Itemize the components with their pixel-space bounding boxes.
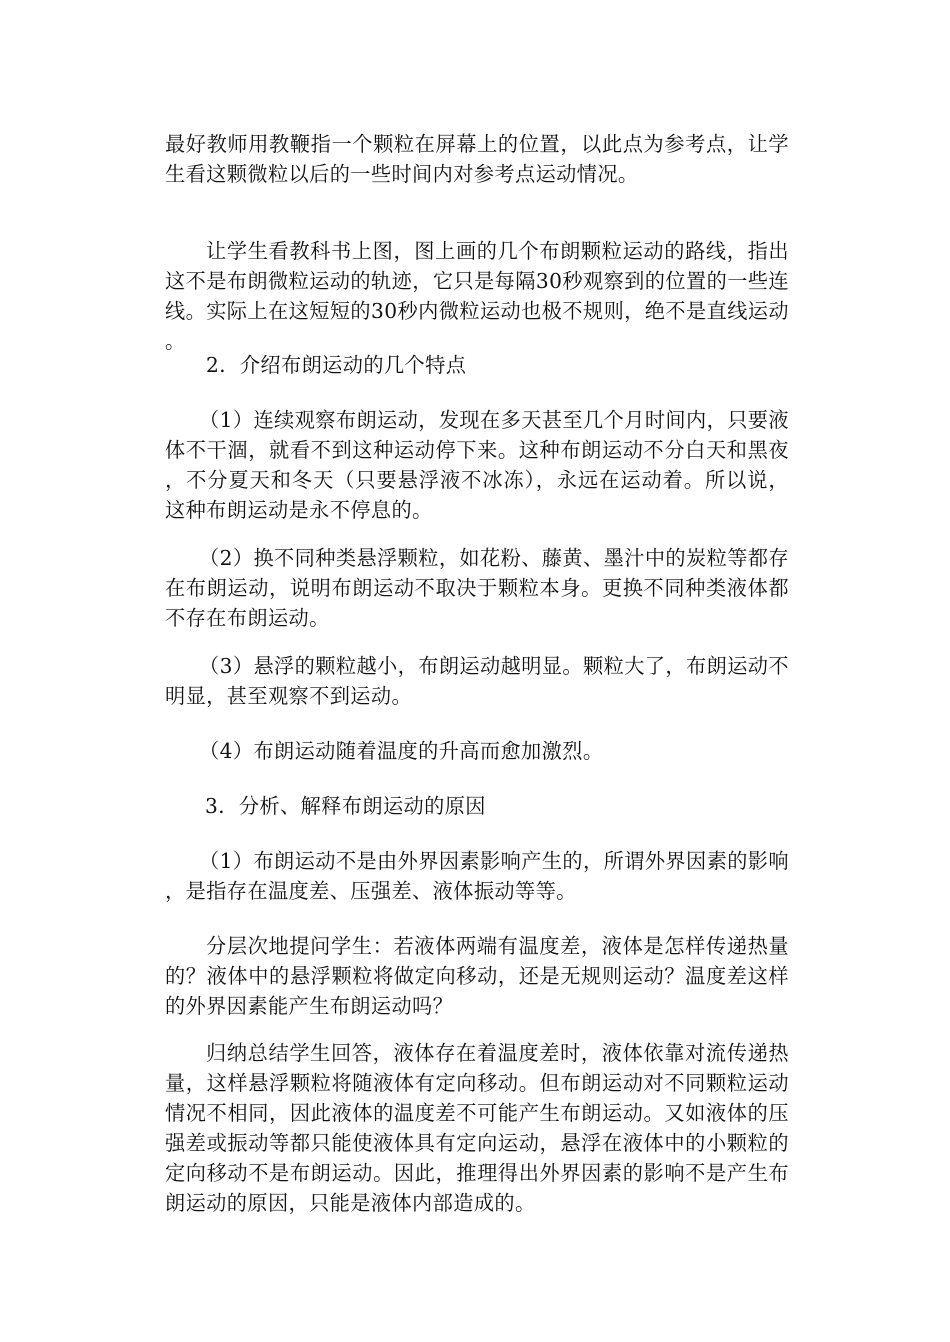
paragraph-cause-1: （1）布朗运动不是由外界因素影响产生的，所谓外界因素的影响，是指存在温度差、压强差、液体振动等等。 — [165, 849, 789, 903]
paragraph-feature-2: （2）换不同种类悬浮颗粒，如花粉、藤黄、墨汁中的炭粒等都存在布朗运动，说明布朗运动不取决于颗粒本身。更换不同种类液体都不存在布朗运动。 — [165, 546, 789, 630]
paragraph-reference-point: 最好教师用教鞭指一个颗粒在屏幕上的位置，以此点为参考点，让学生看这颗微粒以后的一些时间内对参考点运动情况。 — [165, 132, 789, 186]
paragraph-textbook-figure: 让学生看教科书上图，图上画的几个布朗颗粒运动的路线，指出这不是布朗微粒运动的轨迹，它只是每隔30秒观察到的位置的一些连线。实际上在这短短的30秒内微粒运动也极不规则，绝不是直线运动。 — [165, 239, 789, 353]
paragraph-questions: 分层次地提问学生：若液体两端有温度差，液体是怎样传递热量的？液体中的悬浮颗粒将做定向移动，还是无规则运动？温度差这样的外界因素能产生布朗运动吗？ — [165, 934, 789, 1018]
section-heading-features: 2．介绍布朗运动的几个特点 — [206, 353, 467, 377]
paragraph-feature-3: （3）悬浮的颗粒越小，布朗运动越明显。颗粒大了，布朗运动不明显，甚至观察不到运动。 — [165, 654, 789, 708]
paragraph-summary: 归纳总结学生回答，液体存在着温度差时，液体依靠对流传递热量，这样悬浮颗粒将随液体有定向移动。但布朗运动对不同颗粒运动情况不相同，因此液体的温度差不可能产生布朗运动。又如液体的压强差或振动等都只能使液体具有定向运动，悬浮在液体中的小颗粒的定向移动不是布朗运动。因此，推理得出外界因素的影响不是产生布朗运动的原因，只能是液体内部造成的。 — [165, 1041, 789, 1215]
paragraph-feature-1: （1）连续观察布朗运动，发现在多天甚至几个月时间内，只要液体不干涸，就看不到这种运动停下来。这种布朗运动不分白天和黑夜，不分夏天和冬天（只要悬浮液不冰冻），永远在运动着。所以说，这种布朗运动是永不停息的。 — [165, 408, 789, 522]
paragraph-feature-4: （4）布朗运动随着温度的升高而愈加激烈。 — [199, 739, 604, 763]
section-heading-causes: 3．分析、解释布朗运动的原因 — [205, 794, 486, 818]
